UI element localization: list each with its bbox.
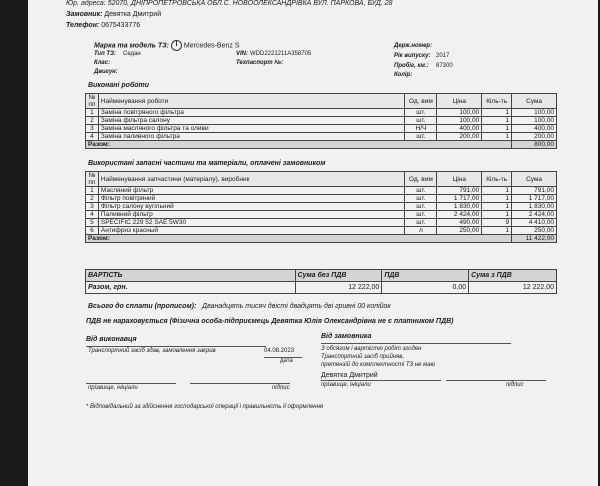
item-name: Заміна масляного фільтра та оливи (98, 125, 404, 133)
customer-accept-line: Транспортний засіб прийняв, (321, 354, 405, 360)
executor-handed-text: Транспортний засіб здав, замовлення закрив (88, 348, 216, 354)
summary-no-vat-header: Сума без ПДВ (295, 270, 382, 282)
col-name: Найменування роботи (98, 94, 404, 109)
customer-label: Замовник: (66, 11, 103, 18)
works-total-value: 800,00 (512, 141, 557, 149)
col-name: Найменування запчастини (матеріалу), виробник (98, 172, 404, 187)
parts-row (86, 187, 557, 195)
row-number: 1 (86, 109, 99, 117)
mileage-value: 87300 (436, 63, 453, 69)
parts-row (86, 203, 557, 211)
summary-value-row (86, 282, 557, 294)
row-number: 4 (86, 133, 99, 141)
item-price: 490,00 (437, 219, 482, 227)
footnote: * Відповідальний за здійснення господарської операції і правильність її оформлення (86, 404, 324, 410)
works-row (86, 133, 557, 141)
col-qty: Кіль-ть (482, 94, 512, 109)
year-label: Рік випуску: (394, 53, 431, 59)
amount-in-words: Дванадцять тисяч двісті двадцять дві гривні 00 копійок (202, 303, 391, 310)
parts-total-value: 11 422,00 (512, 235, 557, 243)
executor-sign-caption: підпис (272, 385, 290, 391)
item-sum: 1 717,00 (512, 195, 557, 203)
phone-value: 0675433776 (101, 22, 141, 29)
parts-section-title: Використані запасні частини та матеріали, оплачені замовником (88, 160, 326, 167)
executor-name-caption: прізвище, ініціали (88, 385, 138, 391)
executor-name-line (86, 383, 176, 384)
item-unit: л (405, 227, 437, 235)
item-unit: шт. (405, 187, 437, 195)
row-number: 2 (86, 195, 99, 203)
executor-date: 04.08.2023 (264, 348, 295, 354)
item-qty: 1 (482, 195, 512, 203)
item-price: 400,00 (437, 125, 482, 133)
passport-label: Техпаспорт №: (236, 60, 284, 66)
col-number: № пп (86, 94, 99, 109)
col-unit: Од. вим (405, 172, 437, 187)
executor-date-caption: дата (280, 358, 293, 364)
item-name: Паливний фільтр (98, 211, 404, 219)
item-sum: 791,00 (512, 187, 557, 195)
item-sum: 400,00 (512, 125, 557, 133)
item-sum: 2 424,00 (512, 211, 557, 219)
vin-value: WDD2221211A358705 (250, 51, 312, 57)
item-unit: шт. (405, 195, 437, 203)
summary-cost-header: ВАРТІСТЬ (86, 270, 296, 282)
col-price: Ціна (437, 172, 482, 187)
row-number: 3 (86, 203, 99, 211)
item-price: 100,00 (437, 109, 482, 117)
works-header-row (86, 94, 557, 109)
customer-sign-caption: підпис (506, 382, 524, 388)
item-name: Масляний фільтр (98, 187, 404, 195)
item-name: Заміна повітряного фільтра (98, 109, 404, 117)
type-label: Тип ТЗ: (94, 51, 116, 57)
item-name: Заміна паливного фільтра (98, 133, 404, 141)
row-number: 1 (86, 187, 99, 195)
item-sum: 100,00 (512, 117, 557, 125)
vin-label: VIN: (236, 51, 248, 57)
make-value: Mercedes-Benz S (183, 42, 240, 50)
customer-side-title: Від замовника (321, 333, 372, 340)
item-qty: 1 (482, 187, 512, 195)
item-unit: шт. (405, 211, 437, 219)
item-name: Фільтр повітряний (98, 195, 404, 203)
mercedes-logo-icon (171, 40, 182, 51)
customer-sign-line (446, 380, 546, 381)
item-sum: 200,00 (512, 133, 557, 141)
amount-in-words-label: Всього до сплати (прописом): (88, 303, 197, 310)
parts-header-row (86, 172, 557, 187)
item-sum: 4 410,00 (512, 219, 557, 227)
customer-title-divider (321, 343, 511, 344)
document-page (28, 0, 598, 486)
item-unit: шт. (405, 133, 437, 141)
customer-name: Девятка Дмитрий (104, 11, 162, 18)
customer-signature-name: Девятка Дмитрий (321, 372, 378, 379)
mileage-label: Пробіг, км.: (394, 63, 429, 69)
item-sum: 1 830,00 (512, 203, 557, 211)
item-unit: Н/Ч (405, 125, 437, 133)
summary-header-row (86, 270, 557, 282)
executor-title-divider (86, 346, 266, 347)
col-price: Ціна (437, 94, 482, 109)
works-table (85, 93, 557, 149)
item-sum: 250,00 (512, 227, 557, 235)
color-label: Колір: (394, 72, 413, 78)
row-number: 4 (86, 211, 99, 219)
parts-total-row (86, 235, 557, 243)
year-value: 2017 (436, 53, 450, 59)
item-sum: 100,00 (512, 109, 557, 117)
customer-name-line (321, 380, 441, 381)
item-unit: шт. (405, 219, 437, 227)
item-qty: 1 (482, 117, 512, 125)
item-unit: шт. (405, 109, 437, 117)
item-qty: 9 (482, 219, 512, 227)
works-row (86, 125, 557, 133)
parts-row (86, 227, 557, 235)
row-number: 2 (86, 117, 99, 125)
works-row (86, 117, 557, 125)
class-label: Клас: (94, 60, 111, 66)
amount-in-words-row (88, 303, 391, 310)
col-sum: Сума (512, 172, 557, 187)
works-total-row (86, 141, 557, 149)
parts-row (86, 219, 557, 227)
item-price: 1 717,00 (437, 195, 482, 203)
summary-with-vat-header: Сума з ПДВ (469, 270, 557, 282)
make-label: Марка та модель ТЗ: (94, 42, 169, 50)
col-qty: Кіль-ть (482, 172, 512, 187)
col-sum: Сума (512, 94, 557, 109)
item-name: Фільтр салону вугільний (98, 203, 404, 211)
item-qty: 1 (482, 211, 512, 219)
item-qty: 1 (482, 125, 512, 133)
executor-title: Від виконавця (86, 336, 137, 343)
item-price: 1 830,00 (437, 203, 482, 211)
item-name: SPECIFIC 229 52 SAE 5W30 (98, 219, 404, 227)
item-qty: 1 (482, 203, 512, 211)
customer-agree-line: З обсягом і вартістю робіт згоден (321, 346, 422, 352)
item-unit: шт. (405, 117, 437, 125)
row-number: 5 (86, 219, 99, 227)
vehicle-make-row (94, 40, 240, 51)
vat-note: ПДВ не нараховується (Фізична особа-підприємець Девятка Юлія Олександрівна не є платником ПДВ) (86, 318, 454, 325)
summary-table (85, 269, 557, 294)
phone-label: Телефон: (66, 22, 100, 29)
col-number: № пп (86, 172, 99, 187)
summary-row-label: Разом, грн. (86, 282, 296, 294)
item-qty: 1 (482, 109, 512, 117)
item-price: 2 424,00 (437, 211, 482, 219)
item-qty: 1 (482, 227, 512, 235)
item-price: 100,00 (437, 117, 482, 125)
summary-vat-value: 0,00 (382, 282, 469, 294)
reg-number-label: Держ.номер: (394, 43, 433, 49)
item-unit: шт. (405, 203, 437, 211)
legal-address: Юр. адреса: 52070, ДНІПРОПЕТРОВСЬКА ОБЛ.С. НОВООЛЕКСАНДРІВКА ВУЛ. ПАРКОВА, БУД. 28 (66, 0, 393, 7)
item-price: 200,00 (437, 133, 482, 141)
parts-row (86, 211, 557, 219)
item-price: 791,00 (437, 187, 482, 195)
works-section-title: Виконані роботи (88, 82, 150, 89)
parts-table (85, 171, 557, 243)
works-total-label: Разом: (86, 141, 512, 149)
customer-row (66, 11, 161, 18)
col-unit: Од. вим (405, 94, 437, 109)
engine-label: Двигун: (94, 69, 118, 75)
item-name: Антифриз красный (98, 227, 404, 235)
parts-row (86, 195, 557, 203)
customer-name-caption: прізвище, ініціали (321, 382, 371, 388)
phone-row (66, 22, 140, 29)
item-qty: 1 (482, 133, 512, 141)
customer-claims-line: претензій до комплектності ТЗ не маю (321, 362, 436, 368)
type-value: Седан (123, 51, 141, 57)
executor-sign-line (190, 383, 290, 384)
summary-vat-header: ПДВ (382, 270, 469, 282)
item-price: 250,00 (437, 227, 482, 235)
summary-with-vat-value: 12 222,00 (469, 282, 557, 294)
works-row (86, 109, 557, 117)
item-name: Заміна фільтра салону (98, 117, 404, 125)
row-number: 6 (86, 227, 99, 235)
summary-no-vat-value: 12 222,00 (295, 282, 382, 294)
row-number: 3 (86, 125, 99, 133)
parts-total-label: Разом: (86, 235, 512, 243)
